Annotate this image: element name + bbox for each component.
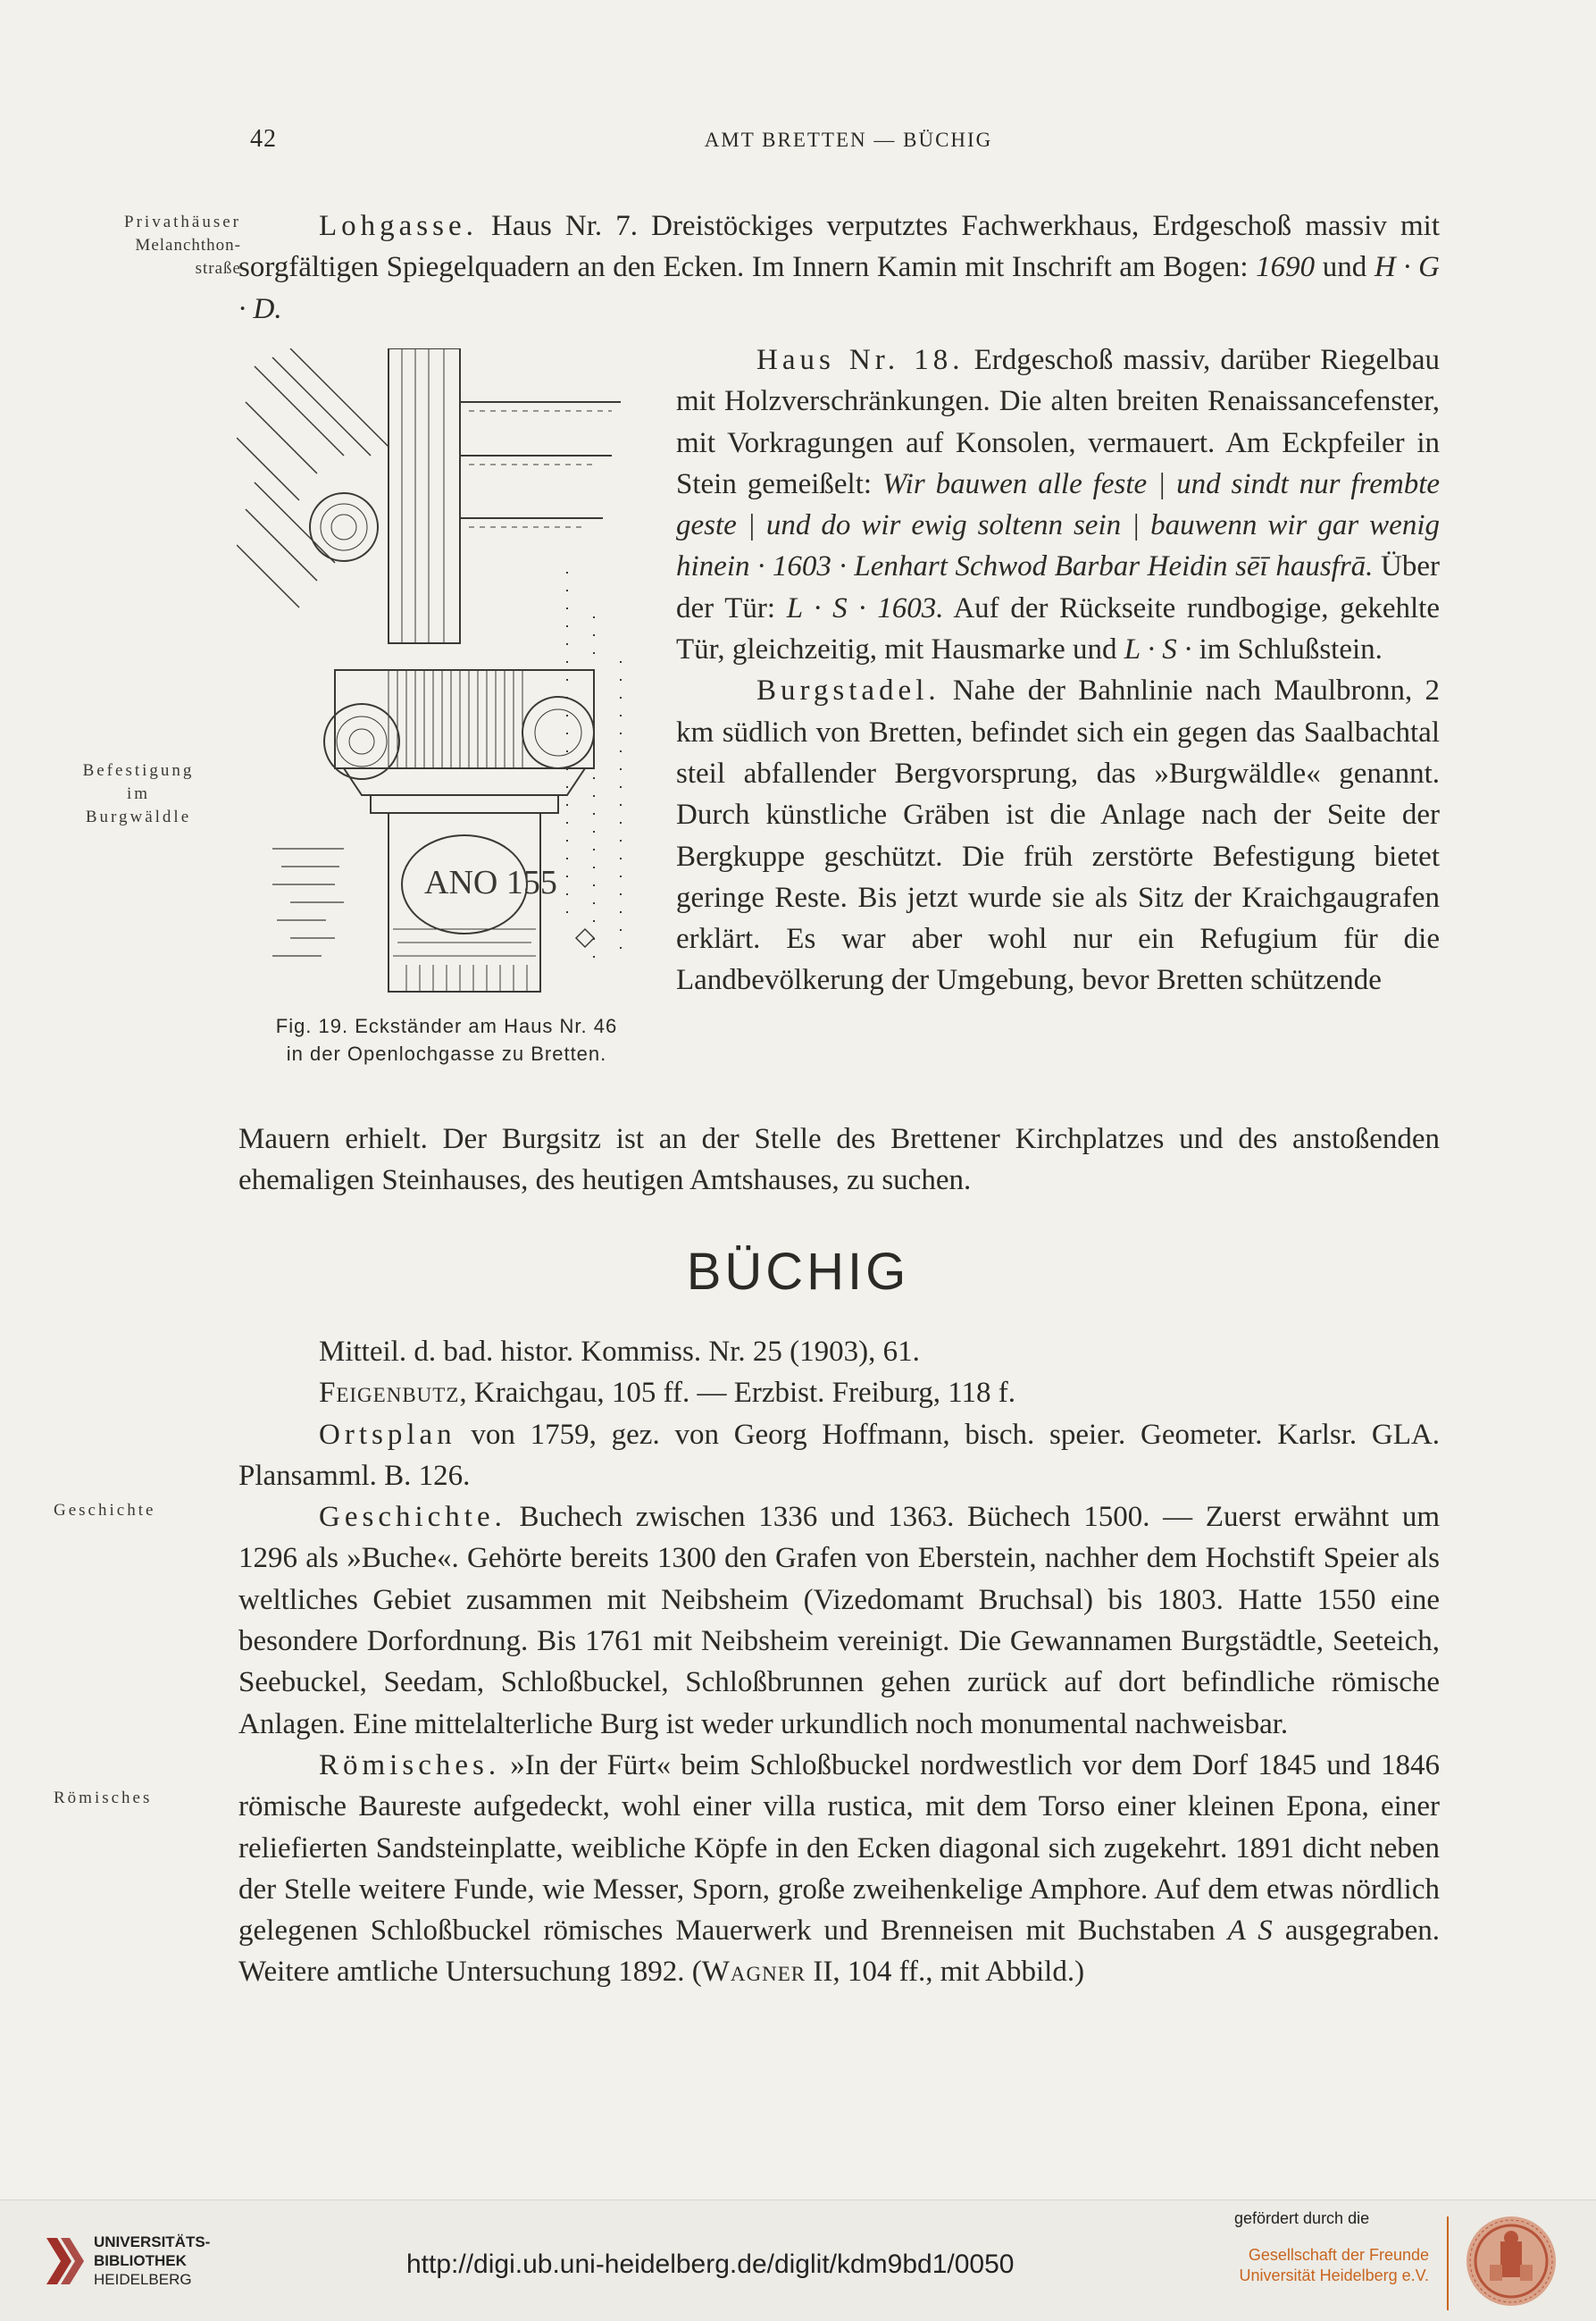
- paragraph-lead: Haus Nr. 18.: [756, 344, 965, 376]
- figure-caption: [237, 1012, 656, 1068]
- paragraph-lead: Römisches.: [319, 1748, 501, 1781]
- paragraph-text: Nahe der Bahnlinie nach Maulbronn, 2 km südlich von Bretten, befindet sich ein gegen das Saalbachtal steil abfallender Bergvorsprung, das »Burgwäldle« genannt. Durch künstliche Gräben ist die Anlage nach der Seite der Bergkuppe geschützt. Die früh zerstörte Befestigung bietet geringe Reste. Bis jetzt wurde sie als Sitz der Kraichgaugrafen erklärt. Es war aber wohl nur ein Refugium für die Landbevölkerung der Umgebung, bevor Bretten schützende: [676, 675, 1440, 997]
- margin-note-line: straße: [195, 259, 241, 278]
- page-header: [250, 125, 1447, 161]
- paragraph-lead: Geschichte.: [319, 1501, 506, 1534]
- eckstaender-illustration: [237, 348, 656, 1001]
- reference-line: [238, 1372, 1440, 1413]
- inscription-year: 1690: [1256, 251, 1316, 284]
- paragraph-text: »In der Fürt« beim Schloßbuckel nordwestlich vor dem Dorf 1845 und 1846 römische Baureste aufgedeckt, wohl einer villa rustica, mit dem Torso einer kleinen Epona, einer reliefierten Sandsteinplatte, weibliche Köpfe in den Ecken diagonal sich zugekehrt. 1891 dicht neben der Stelle weitere Funde, wie Messer, Sporn, große zweihenkelige Amphore. Auf dem etwas nördlich gelegenen Schloßbuckel römisches Mauerwerk und Brenneisen mit Buchstaben: [238, 1748, 1440, 1948]
- margin-note-line: Befestigung: [82, 761, 195, 780]
- section-title: BÜCHIG: [686, 1243, 910, 1301]
- paragraph-text: Mauern erhielt. Der Burgsitz ist an der Stelle des Brettener Kirchplatzes und des anstoßenden ehemaligen Steinhauses, des heutigen Amtshauses, zu suchen.: [238, 1123, 1440, 1197]
- paragraph-text: Über der Tür:: [676, 550, 1441, 624]
- ub-logo-icon[interactable]: [45, 2234, 86, 2288]
- inscription-door: L · S · 1603.: [786, 591, 944, 624]
- sponsor-name[interactable]: [1210, 2245, 1429, 2286]
- paragraph-roemisches: [238, 1745, 1440, 1993]
- paragraph-text: im Schlußstein.: [1191, 633, 1383, 666]
- paragraph-text: und: [1315, 251, 1375, 284]
- paragraph-text: Auf der Rückseite rundbogige, gekehlte Tür, gleichzeitig, mit Hausmarke und: [676, 591, 1441, 666]
- paragraph-text: ausgegraben. Weitere amtliche Untersuchung 1892. (: [238, 1915, 1441, 1989]
- inscription-as: A S: [1227, 1915, 1273, 1948]
- figure-eckstaender: [237, 348, 656, 1001]
- running-title: AMT BRETTEN — BÜCHIG: [704, 129, 993, 151]
- margin-note-line: Melanchthon-: [135, 236, 241, 255]
- paragraph-burgstadel-end: [238, 1119, 1440, 1202]
- inscription-text: Wir bauwen alle feste | und sindt nur frembte geste | und do wir ewig soltenn sein | bauwenn wir gar wenig hinein · 1603 · Lenhart Schwod Barbar Heidin sēī hausfrā.: [676, 467, 1441, 583]
- reference-text: von 1759, gez. von Georg Hoffmann, bisch. speier. Geometer. Karlsr. GLA. Plansamml. B. 126.: [238, 1418, 1440, 1492]
- margin-note-roemisches: Römisches: [54, 1789, 153, 1807]
- reference-author: Wagner: [701, 1956, 806, 1989]
- sponsor-name-line: Gesellschaft der Freunde: [1248, 2246, 1429, 2264]
- figure-caption-line: in der Openlochgasse zu Bretten.: [286, 1043, 607, 1065]
- reference-text: , Kraichgau, 105 ff. — Erzbist. Freiburg, 118 f.: [459, 1377, 1015, 1410]
- margin-note-line: im: [126, 784, 151, 803]
- section-body: [238, 1331, 1440, 1993]
- margin-note-line: Privathäuser: [124, 213, 241, 231]
- paragraph-text: Haus Nr. 7. Dreistöckiges verputztes Fachwerkhaus, Erdgeschoß massiv mit sorgfältigen Spiegelquadern an den Ecken. Im Innern Kamin mit Inschrift am Bogen:: [238, 210, 1440, 284]
- margin-note-geschichte: Geschichte: [54, 1501, 156, 1520]
- paragraph-geschichte: [238, 1496, 1440, 1745]
- sponsor-name-line: Universität Heidelberg e.V.: [1239, 2267, 1429, 2284]
- reference-line: Mitteil. d. bad. histor. Kommiss. Nr. 25 (1903), 61.: [319, 1336, 920, 1368]
- footer-bar: [0, 2200, 1596, 2321]
- page-number: 42: [250, 125, 277, 153]
- margin-note-line: Burgwäldle: [85, 808, 192, 826]
- figure-caption-line: Fig. 19. Eckständer am Haus Nr. 46: [275, 1015, 618, 1037]
- paragraph-haus18: [676, 339, 1440, 1001]
- ub-name[interactable]: [94, 2233, 210, 2289]
- paragraph-lead: Lohgasse.: [319, 210, 478, 242]
- margin-note-privathaeuser: [54, 211, 241, 281]
- paragraph-lead: Ortsplan: [319, 1418, 456, 1451]
- reference-author: Feigenbutz: [319, 1377, 460, 1410]
- margin-note-befestigung: [54, 759, 223, 829]
- reference-line: [238, 1414, 1440, 1497]
- ub-name-line: HEIDELBERG: [94, 2271, 192, 2288]
- ub-name-line: UNIVERSITÄTS-: [94, 2233, 211, 2250]
- svg-text:ANO 155: ANO 155: [424, 864, 557, 901]
- paragraph-burgstadel: [676, 670, 1440, 1001]
- inscription-ls: L · S ·: [1124, 633, 1192, 666]
- university-seal-icon: [1465, 2215, 1558, 2308]
- ub-name-line: BIBLIOTHEK: [94, 2252, 187, 2269]
- paragraph-lead: Burgstadel.: [756, 675, 940, 708]
- paragraph-text: II, 104 ff., mit Abbild.): [806, 1956, 1085, 1989]
- paragraph-text: Buchech zwischen 1336 und 1363. Büchech 1500. — Zuerst erwähnt um 1296 als »Buche«. Gehörte bereits 1300 den Grafen von Eberstein, nachher dem Hochstift Speier als weltliches Gebiet zusammen mit Neibsheim (Vizedomamt Bruchsal) bis 1803. Hatte 1550 eine besondere Dorfordnung. Bis 1761 mit Neibsheim vereinigt. Die Gewannamen Burgstädtle, Seeteich, Seebuckel, Seedam, Schloßbuckel, Schloßbrunnen gehen zurück auf dort befindliche römische Anlagen. Eine mittelalterliche Burg ist weder urkundlich noch monumental nachweisbar.: [238, 1501, 1440, 1740]
- paragraph-text: Erdgeschoß massiv, darüber Riegelbau mit Holzverschränkungen. Die alten breiten Renaissancefenster, mit Vorkragungen auf Konsolen, vermauert. Am Eckpfeiler in Stein gemeißelt:: [676, 344, 1440, 500]
- footer-divider: [1447, 2216, 1449, 2310]
- paragraph-lohgasse: [238, 205, 1440, 330]
- sponsor-label: gefördert durch die: [1234, 2209, 1370, 2227]
- permalink-url[interactable]: http://digi.ub.uni-heidelberg.de/diglit/kdm9bd1/0050: [406, 2250, 1015, 2279]
- inscription-mark: H · G · D.: [238, 251, 1440, 325]
